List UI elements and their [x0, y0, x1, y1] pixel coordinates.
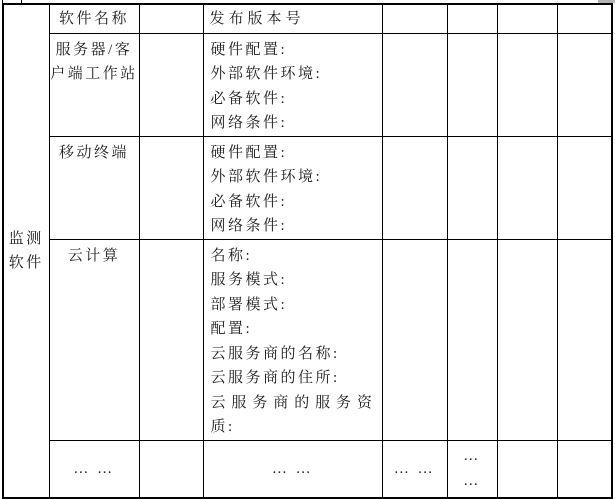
server-workstation-name-cell [49, 33, 139, 136]
server-workstation-detail-cell [203, 33, 382, 136]
detail-line-external-software-env: 外部软件环境: [210, 169, 323, 185]
monitoring-software-table [2, 3, 613, 499]
empty-cell [447, 33, 497, 136]
detail-line-configuration: 配置: [210, 321, 253, 337]
empty-cell [557, 33, 612, 136]
table-row-more [3, 440, 612, 498]
table-row-cloud-computing [3, 239, 612, 440]
detail-line-network-conditions: 网络条件: [210, 218, 288, 234]
empty-cell [139, 440, 203, 498]
empty-cell [447, 136, 497, 239]
empty-cell [557, 4, 612, 33]
detail-line-external-software-env: 外部软件环境: [210, 66, 323, 82]
empty-cell [557, 239, 612, 440]
group-label-line: 监测 [8, 230, 44, 247]
empty-cell [497, 440, 557, 498]
table-row-mobile-terminal [3, 136, 612, 239]
software-name-label-cell: 软件名称 [49, 4, 139, 33]
name-line: 户端工作站 [50, 66, 138, 82]
more-detail-cell: … … [203, 440, 382, 498]
detail-line-deployment-model: 部署模式: [210, 296, 288, 313]
more-col5-cell: … … [382, 440, 447, 498]
ellipsis-line: … [463, 447, 481, 464]
table-row-server-workstation [3, 33, 612, 136]
empty-cell [497, 4, 557, 33]
table-row-header [3, 4, 612, 33]
row-group-label-cell [3, 4, 49, 498]
detail-line-cloud-provider-qualification: 云服务商的服务资 [210, 394, 375, 411]
empty-cell [139, 136, 203, 239]
cloud-computing-detail-cell [203, 239, 382, 440]
mobile-terminal-name-cell: 移动终端 [49, 136, 139, 239]
detail-line-name: 名称: [210, 247, 253, 264]
empty-cell [382, 33, 447, 136]
detail-line-required-software: 必备软件: [210, 193, 288, 210]
empty-cell [382, 4, 447, 33]
detail-line-network-conditions: 网络条件: [210, 115, 288, 131]
detail-line-hardware-config: 硬件配置: [210, 144, 288, 161]
empty-cell [382, 136, 447, 239]
detail-line-required-software: 必备软件: [210, 90, 288, 107]
empty-cell [557, 136, 612, 239]
empty-cell [139, 239, 203, 440]
cloud-computing-name-cell: 云计算 [49, 239, 139, 440]
empty-cell [139, 4, 203, 33]
detail-line-cloud-provider-address: 云服务商的住所: [210, 370, 340, 386]
mobile-terminal-detail-cell [203, 136, 382, 239]
detail-line-cloud-provider-qualification-wrap: 质: [210, 419, 235, 435]
detail-line-service-model: 服务模式: [210, 272, 288, 288]
empty-cell [557, 440, 612, 498]
ellipsis-line: … [463, 472, 481, 489]
detail-line-cloud-provider-name: 云服务商的名称: [210, 345, 340, 362]
release-version-label-cell: 发布版本号 [203, 4, 382, 33]
empty-cell [497, 239, 557, 440]
empty-cell [447, 4, 497, 33]
empty-cell [497, 136, 557, 239]
detail-line-hardware-config: 硬件配置: [210, 41, 288, 58]
name-line: 服务器/客 [55, 41, 133, 58]
more-name-cell: … … [49, 440, 139, 498]
empty-cell [382, 239, 447, 440]
empty-cell [139, 33, 203, 136]
group-label-line: 软件 [8, 255, 44, 271]
empty-cell [497, 33, 557, 136]
empty-cell [447, 239, 497, 440]
more-col6-cell [447, 440, 497, 498]
